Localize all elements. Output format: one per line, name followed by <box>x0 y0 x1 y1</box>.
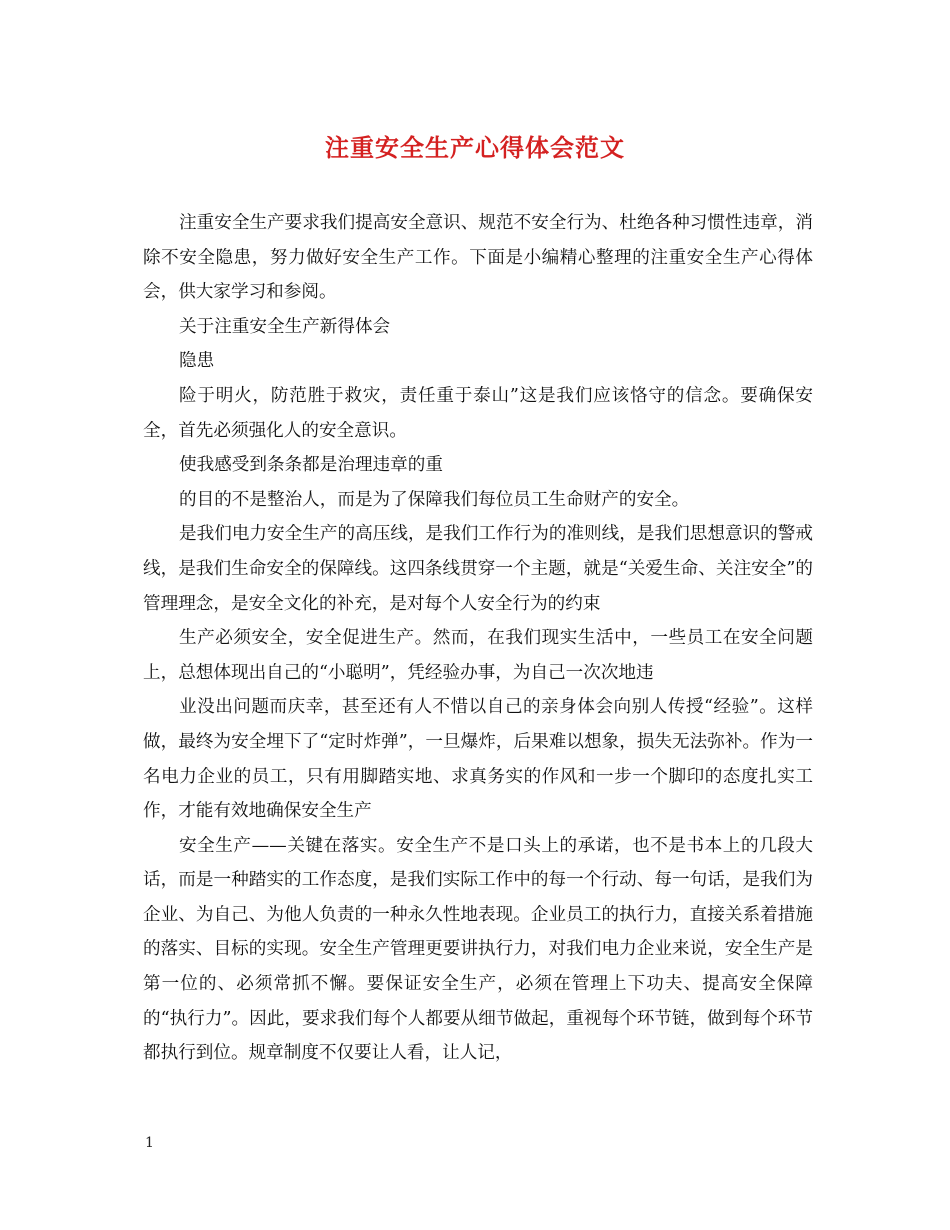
document-title: 注重安全生产心得体会范文 <box>325 133 625 162</box>
paragraph-experience: 业没出问题而庆幸，甚至还有人不惜以自己的亲身体会向别人传授“经验”。这样做，最终为安全埋下了“定时炸弹”，一旦爆炸，后果难以想象，损失无法弥补。作为一名电力企业的员工，只有用脚踏实地、求真务实的作风和一步一个脚印的态度扎实工作，才能有效地确保安全生产 <box>143 697 813 822</box>
paragraph-belief: 险于明火，防范胜于救灾，责任重于泰山”这是我们应该恪守的信念。要确保安全，首先必须强化人的安全意识。 <box>143 385 813 441</box>
paragraph-feeling: 使我感受到条条都是治理违章的重 <box>179 455 443 476</box>
paragraph-hidden-danger: 隐患 <box>179 351 215 372</box>
paragraph-subheading: 关于注重安全生产新得体会 <box>179 316 391 337</box>
paragraph-lines: 是我们电力安全生产的高压线，是我们工作行为的准则线，是我们思想意识的警戒线，是我们生命安全的保障线。这四条线贯穿一个主题，就是“关爱生命、关注安全”的管理理念，是安全文化的补充，是对每个人安全行为的约束 <box>143 524 813 614</box>
paragraph-purpose: 的目的不是整治人，而是为了保障我们每位员工生命财产的安全。 <box>179 489 690 510</box>
page-number: 1 <box>145 1135 154 1151</box>
paragraph-implementation: 安全生产——关键在落实。安全生产不是口头上的承诺，也不是书本上的几段大话，而是一种踏实的工作态度，是我们实际工作中的每一个行动、每一句话，是我们为企业、为自己、为他人负责的一种永久性地表现。企业员工的执行力，直接关系着措施的落实、目标的实现。安全生产管理更要讲执行力，对我们电力企业来说，安全生产是第一位的、必须常抓不懈。要保证安全生产，必须在管理上下功夫、提高安全保障的“执行力”。因此，要求我们每个人都要从细节做起，重视每个环节链，做到每个环节都执行到位。规章制度不仅要让人看，让人记， <box>143 835 813 1064</box>
paragraph-intro: 注重安全生产要求我们提高安全意识、规范不安全行为、杜绝各种习惯性违章，消除不安全隐患，努力做好安全生产工作。下面是小编精心整理的注重安全生产心得体会，供大家学习和参阅。 <box>143 213 813 303</box>
paragraph-production: 生产必须安全，安全促进生产。然而，在我们现实生活中，一些员工在安全问题上，总想体现出自己的“小聪明”，凭经验办事，为自己一次次地违 <box>143 628 813 683</box>
document-body <box>143 206 813 1071</box>
